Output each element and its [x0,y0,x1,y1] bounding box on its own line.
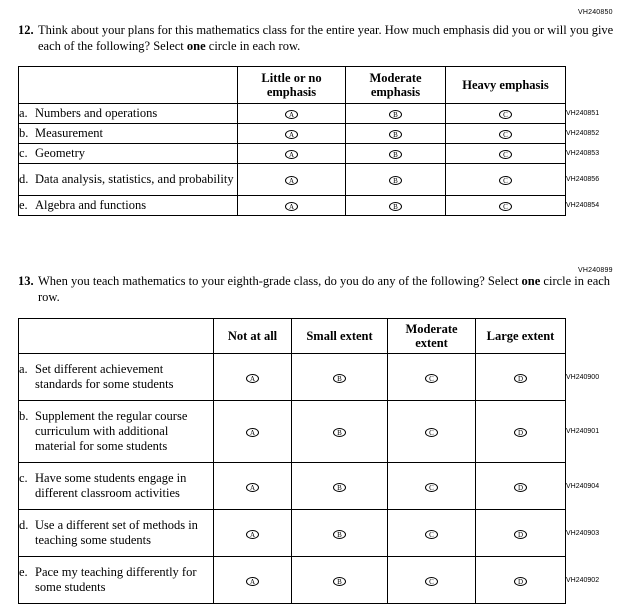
q13-row-c-letter: c. [19,471,28,485]
q13-row-a-option-b[interactable] [292,354,388,401]
q13-row-d-option-a[interactable] [214,510,292,557]
radio-bubble-a[interactable]: A [246,483,259,492]
q13-row-d-text: Use a different set of methods in teaching some students [35,518,198,547]
question-13-text-bold: one [521,274,541,288]
question-12-text-bold: one [186,39,206,53]
q13-row-d-option-c[interactable] [388,510,476,557]
q12-row-a-text: Numbers and operations [35,106,158,120]
q12-header-blank [19,67,238,104]
table-row [19,164,615,196]
question-12-header-row [19,67,615,104]
q12-row-c-text: Geometry [35,146,85,160]
radio-bubble-a[interactable]: A [285,176,298,185]
radio-bubble-c[interactable]: C [499,110,512,119]
q13-row-b-code: VH240901 [566,428,600,435]
q13-row-d-letter: d. [19,518,29,532]
q13-header-blank [19,319,214,354]
q13-row-a-option-c[interactable] [388,354,476,401]
radio-bubble-c[interactable]: C [425,530,438,539]
q13-row-e-option-d[interactable] [476,557,566,604]
q12-row-d-option-a[interactable] [238,164,346,196]
q13-header-large-extent: Large extent [476,319,566,354]
q12-row-a-label [19,104,238,124]
q12-row-e-option-c[interactable] [446,196,566,216]
table-row [19,557,615,604]
q13-row-b-option-a[interactable] [214,401,292,463]
q13-row-c-option-d[interactable] [476,463,566,510]
q13-header-code-col [566,319,615,354]
radio-bubble-c[interactable]: C [499,202,512,211]
radio-bubble-b[interactable]: B [389,150,402,159]
q12-row-b-option-b[interactable] [346,124,446,144]
q12-header-code-col [566,67,615,104]
radio-bubble-c[interactable]: C [425,577,438,586]
q12-row-c-option-b[interactable] [346,144,446,164]
q12-row-b-code: VH240852 [566,130,600,137]
radio-bubble-d[interactable]: D [514,483,527,492]
q13-row-c-option-a[interactable] [214,463,292,510]
q13-header-moderate-extent: Moderate extent [388,319,476,354]
q12-row-e-code: VH240854 [566,202,600,209]
q13-row-e-option-c[interactable] [388,557,476,604]
q12-row-d-option-c[interactable] [446,164,566,196]
radio-bubble-d[interactable]: D [514,530,527,539]
q12-row-e-text: Algebra and functions [35,198,147,212]
radio-bubble-a[interactable]: A [246,530,259,539]
q12-row-b-letter: b. [19,126,29,140]
radio-bubble-a[interactable]: A [285,202,298,211]
radio-bubble-c[interactable]: C [499,176,512,185]
q13-row-d-option-b[interactable] [292,510,388,557]
radio-bubble-b[interactable]: B [333,577,346,586]
q12-row-a-option-c[interactable] [446,104,566,124]
q13-row-b-letter: b. [19,409,29,423]
question-13-header-row [19,319,615,354]
q13-row-e-letter: e. [19,565,28,579]
q12-row-b-label [19,124,238,144]
q13-row-d-label [19,510,214,557]
table-row [19,144,615,164]
q12-row-a-letter: a. [19,106,28,120]
radio-bubble-c[interactable]: C [499,130,512,139]
q13-row-e-label [19,557,214,604]
question-13-text-after: circle in each row. [38,274,611,304]
radio-bubble-a[interactable]: A [246,428,259,437]
q12-row-e-letter: e. [19,198,28,212]
radio-bubble-b[interactable]: B [333,428,346,437]
table-row [19,354,615,401]
radio-bubble-a[interactable]: A [246,577,259,586]
q12-row-a-option-a[interactable] [238,104,346,124]
radio-bubble-c[interactable]: C [425,428,438,437]
q12-row-b-option-a[interactable] [238,124,346,144]
q12-row-b-text: Measurement [35,126,104,140]
q13-row-e-option-b[interactable] [292,557,388,604]
q12-row-c-code: VH240853 [566,150,600,157]
q12-row-e-option-a[interactable] [238,196,346,216]
radio-bubble-a[interactable]: A [285,130,298,139]
q13-row-b-option-c[interactable] [388,401,476,463]
q12-row-d-code: VH240856 [566,176,600,183]
question-12-heading [14,22,614,54]
question-13-number: 13. [18,274,34,288]
table-row [19,510,615,557]
radio-bubble-d[interactable]: D [514,577,527,586]
q13-row-c-text: Have some students engage in different classroom activities [35,471,187,500]
question-12-text-before: Think about your plans for this mathematics class for the entire year. How much emphasis did you or will you give each of the following? Select [38,23,614,53]
table-row [19,104,615,124]
q13-header-small-extent: Small extent [292,319,388,354]
q13-row-e-option-a[interactable] [214,557,292,604]
q13-row-e-code: VH240902 [566,576,600,584]
q12-row-e-option-b[interactable] [346,196,446,216]
q12-row-a-option-b[interactable] [346,104,446,124]
radio-bubble-b[interactable]: B [389,130,402,139]
question-12-table [18,66,615,216]
question-13-heading [14,273,614,305]
radio-bubble-b[interactable]: B [333,483,346,492]
question-12-text [38,22,614,54]
q12-row-a-code: VH240851 [566,110,600,117]
radio-bubble-c[interactable]: C [425,374,438,383]
table-row [19,124,615,144]
radio-bubble-d[interactable]: D [514,374,527,383]
q13-row-d-code: VH240903 [566,529,600,537]
q13-row-a-option-a[interactable] [214,354,292,401]
table-row [19,196,615,216]
q12-row-c-option-a[interactable] [238,144,346,164]
page-code-top-right: VH240850 [578,9,613,16]
q12-row-d-text: Data analysis, statistics, and probability [35,172,234,186]
radio-bubble-b[interactable]: B [333,374,346,383]
radio-bubble-b[interactable]: B [389,110,402,119]
radio-bubble-a[interactable]: A [285,110,298,119]
q13-row-a-option-d[interactable] [476,354,566,401]
question-13-table [18,318,615,604]
question-13-block [14,273,614,305]
radio-bubble-c[interactable]: C [425,483,438,492]
q13-row-b-text: Supplement the regular course curriculum with additional material for some students [35,409,188,453]
question-13-code: VH240899 [578,267,613,274]
question-12-number: 12. [18,23,34,37]
q12-header-little-or-no-emphasis: Little or no emphasis [238,67,346,104]
q13-row-a-letter: a. [19,362,28,376]
radio-bubble-b[interactable]: B [333,530,346,539]
q12-row-b-option-c[interactable] [446,124,566,144]
q12-row-c-label [19,144,238,164]
q12-row-c-option-c[interactable] [446,144,566,164]
q12-header-heavy-emphasis: Heavy emphasis [446,67,566,104]
q12-row-d-letter: d. [19,172,29,186]
q12-row-c-letter: c. [19,146,28,160]
q13-row-d-option-d[interactable] [476,510,566,557]
q13-row-c-code: VH240904 [566,482,600,490]
q13-row-a-text: Set different achievement standards for some students [35,362,174,391]
question-12-text-after: circle in each row. [205,39,301,53]
q13-row-b-label [19,401,214,463]
question-12-block [14,22,614,54]
radio-bubble-a[interactable]: A [246,374,259,383]
q13-row-c-label [19,463,214,510]
radio-bubble-a[interactable]: A [285,150,298,159]
table-row [19,401,615,463]
q13-header-not-at-all: Not at all [214,319,292,354]
q12-row-d-label [19,164,238,196]
radio-bubble-b[interactable]: B [389,176,402,185]
q12-row-d-option-b[interactable] [346,164,446,196]
table-row [19,463,615,510]
radio-bubble-c[interactable]: C [499,150,512,159]
q13-row-b-option-d[interactable] [476,401,566,463]
q13-row-a-label [19,354,214,401]
q12-row-e-label [19,196,238,216]
radio-bubble-b[interactable]: B [389,202,402,211]
q13-row-e-text: Pace my teaching differently for some students [35,565,197,594]
question-13-text [38,273,614,305]
q12-header-moderate-emphasis: Moderate emphasis [346,67,446,104]
radio-bubble-d[interactable]: D [514,428,527,437]
q13-row-b-option-b[interactable] [292,401,388,463]
q13-row-c-option-b[interactable] [292,463,388,510]
question-13-text-before: When you teach mathematics to your eighth-grade class, do you do any of the following? Select [38,274,522,288]
q13-row-c-option-c[interactable] [388,463,476,510]
q13-row-a-code: VH240900 [566,373,600,381]
